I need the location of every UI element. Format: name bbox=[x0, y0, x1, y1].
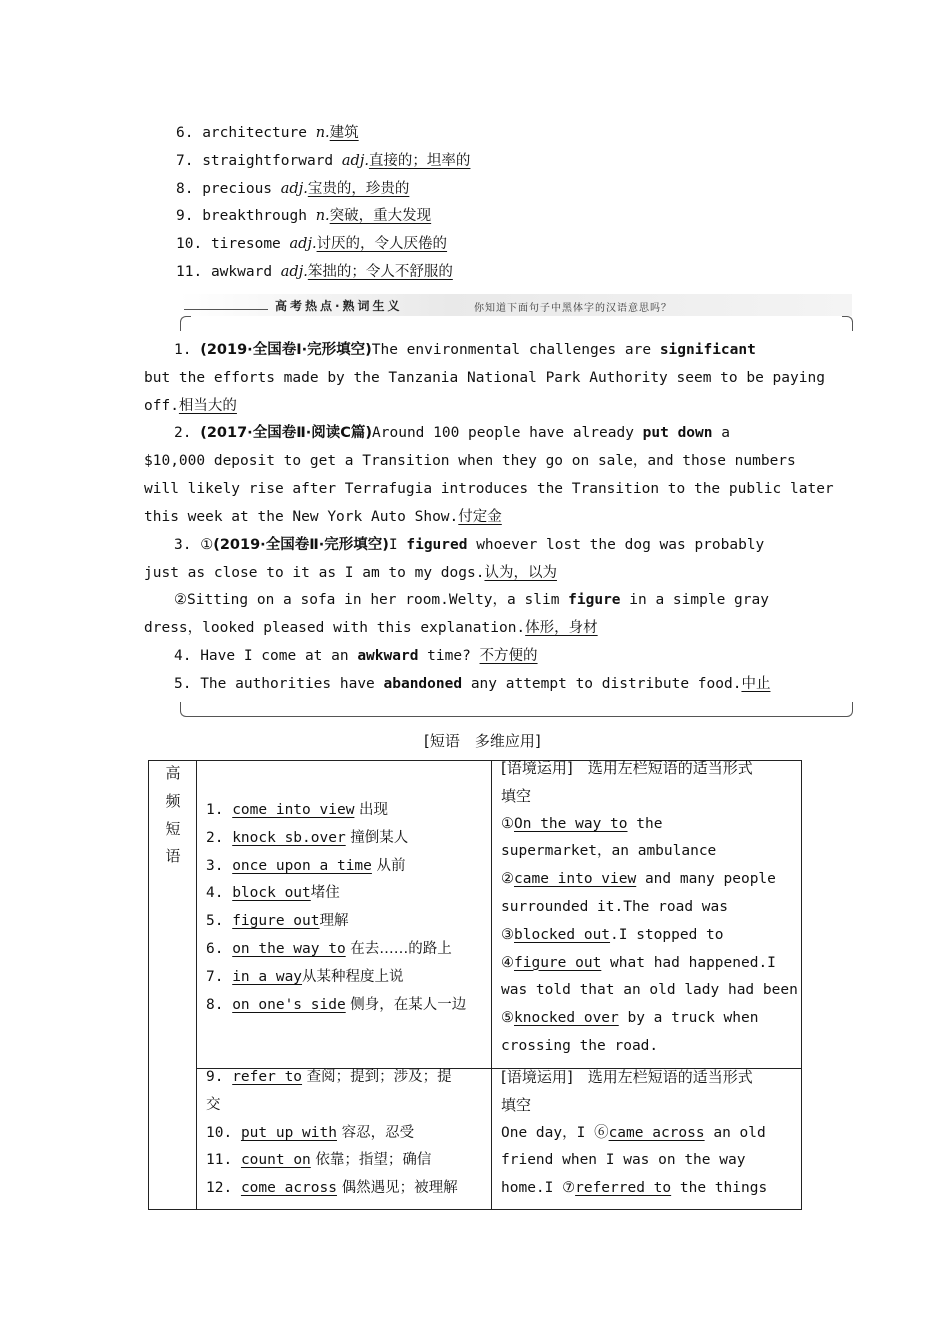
phrase-text: block out bbox=[232, 885, 311, 902]
exercise-line bbox=[501, 866, 776, 894]
vocab-number: 10. bbox=[176, 236, 203, 253]
vocab-meaning: 笨拙的；令人不舒服的 bbox=[307, 264, 453, 280]
exercise-answer: On the way to bbox=[514, 815, 628, 832]
vocab-word: tiresome bbox=[210, 236, 281, 253]
phrase-meaning: 从前 bbox=[371, 857, 406, 874]
exercise-text: ② bbox=[501, 871, 514, 888]
sentence-2-line-3: will likely rise after Terrafugia introduces the Transition to the public later bbox=[144, 481, 834, 497]
phrase-meaning: 查阅；提到；涉及；提 bbox=[302, 1069, 452, 1085]
bold-word: figure bbox=[568, 592, 621, 608]
section-banner bbox=[180, 294, 852, 334]
bracket-top-left bbox=[180, 316, 191, 331]
exercise-line bbox=[501, 838, 716, 866]
vocab-pos: n. bbox=[315, 208, 330, 225]
exercise-text: ③ bbox=[501, 926, 514, 943]
phrase-item bbox=[206, 1064, 452, 1092]
exercise-line bbox=[501, 1120, 766, 1148]
phrase-item bbox=[206, 825, 408, 853]
exercise-text: ⑤ bbox=[501, 1010, 514, 1027]
exercise-text: home.I ⑦ bbox=[501, 1180, 576, 1197]
exercise-answer: knocked over bbox=[514, 1010, 619, 1027]
vocab-number: 9. bbox=[176, 208, 194, 225]
exercise-text: .I stopped to bbox=[610, 926, 724, 943]
vocab-pos: adj. bbox=[280, 180, 308, 197]
exercise-text: One day，I ⑥ bbox=[501, 1124, 609, 1141]
phrase-item bbox=[206, 908, 349, 936]
phrase-number: 6. bbox=[206, 941, 224, 957]
answer: 认为，以为 bbox=[484, 565, 557, 581]
exercise-line bbox=[501, 1147, 745, 1175]
phrase-item bbox=[206, 797, 388, 825]
phrase-meaning: 侧身，在某人一边 bbox=[345, 996, 467, 1013]
side-label-char: 语 bbox=[165, 847, 181, 866]
phrase-number: 4. bbox=[206, 885, 224, 902]
phrase-text: knock sb.over bbox=[232, 829, 346, 846]
vocab-item bbox=[176, 234, 447, 254]
phrase-item bbox=[206, 936, 452, 964]
exercise-text: ① bbox=[501, 815, 514, 832]
vocab-pos: n. bbox=[315, 125, 330, 141]
bracket-bottom-right bbox=[842, 702, 853, 717]
vocab-item bbox=[176, 123, 359, 143]
exercise-text: crossing the road. bbox=[501, 1038, 659, 1054]
exercise-text: supermarket，an ambulance bbox=[501, 843, 717, 860]
phrase-item bbox=[206, 992, 466, 1020]
phrase-number: 1. bbox=[206, 802, 224, 818]
phrase-text: come across bbox=[240, 1180, 337, 1197]
phrase-meaning: 出现 bbox=[354, 802, 389, 818]
table-divider-2 bbox=[491, 760, 492, 1210]
phrase-text: on the way to bbox=[232, 941, 346, 957]
exercise-text: ④ bbox=[501, 954, 514, 971]
vocab-item bbox=[176, 206, 431, 226]
exercise-text: and many people bbox=[636, 871, 776, 888]
sentence-3-line-3: ②Sitting on a sofa in her room.Welty，a slim figure in a simple gray bbox=[174, 592, 769, 608]
vocab-number: 8. bbox=[176, 180, 194, 197]
bracket-bottom-rule bbox=[186, 716, 846, 717]
phrase-number: 10. bbox=[206, 1124, 233, 1141]
vocab-meaning: 建筑 bbox=[329, 125, 359, 141]
phrase-meaning: 在去……的路上 bbox=[345, 941, 452, 957]
bracket-top-right bbox=[842, 316, 853, 331]
exercise-answer: figure out bbox=[514, 954, 602, 971]
sentence-1-line-1: 1. (2019·全国卷Ⅰ·完形填空)The environmental challenges are significant bbox=[174, 342, 756, 358]
exercise-instruction: [语境运用] 选用左栏短语的适当形式 bbox=[501, 759, 753, 777]
vocab-pos: adj. bbox=[341, 152, 369, 169]
exercise-instruction: 填空 bbox=[501, 1095, 532, 1114]
sentence-1-line-2: but the efforts made by the Tanzania National Park Authority seem to be paying bbox=[144, 370, 825, 386]
phrase-meaning: 依靠；指望；确信 bbox=[310, 1152, 432, 1169]
phrase-item bbox=[206, 880, 340, 908]
banner-subtitle: 你知道下面句子中黑体字的汉语意思吗？ bbox=[474, 303, 672, 314]
sentence-4: 4. Have I come at an awkward time? 不方便的 bbox=[174, 648, 538, 664]
phrase-meaning: 理解 bbox=[319, 913, 349, 930]
vocab-number: 11. bbox=[176, 264, 203, 280]
answer: 体形，身材 bbox=[525, 620, 598, 636]
phrase-number: 3. bbox=[206, 857, 224, 874]
bold-word: abandoned bbox=[383, 676, 463, 692]
vocab-pos: adj. bbox=[289, 236, 317, 253]
exercise-text: was told that an old lady had been bbox=[501, 982, 798, 999]
sentence-3-line-2: just as close to it as I am to my dogs.认为，以为 bbox=[144, 565, 557, 581]
answer: 相当大的 bbox=[178, 398, 237, 414]
exercise-line bbox=[501, 1033, 658, 1061]
exercise-text: the bbox=[627, 815, 663, 832]
answer: 不方便的 bbox=[479, 648, 538, 664]
phrase-item bbox=[206, 1147, 431, 1175]
phrase-number: 7. bbox=[206, 968, 224, 985]
phrase-item bbox=[206, 853, 406, 881]
side-label-char: 短 bbox=[165, 819, 181, 838]
phrase-text: put up with bbox=[240, 1124, 337, 1141]
phrase-number: 11. bbox=[206, 1152, 233, 1169]
bold-word: put down bbox=[642, 425, 713, 441]
vocab-number: 7. bbox=[176, 152, 194, 169]
phrase-number: 12. bbox=[206, 1180, 233, 1197]
phrase-text: refer to bbox=[232, 1069, 303, 1085]
phrase-number: 8. bbox=[206, 996, 224, 1013]
phrase-meaning: 偶然遇见；被理解 bbox=[336, 1180, 458, 1197]
exercise-answer: came into view bbox=[514, 871, 637, 888]
vocab-word: awkward bbox=[210, 264, 273, 280]
phrase-number: 9. bbox=[206, 1069, 224, 1085]
bold-word: significant bbox=[659, 342, 756, 358]
phrase-text: figure out bbox=[232, 913, 320, 930]
vocab-pos: adj. bbox=[280, 264, 308, 280]
phrase-number: 2. bbox=[206, 829, 224, 846]
exercise-line bbox=[501, 811, 662, 839]
vocab-word: straightforward bbox=[202, 152, 334, 169]
exercise-line bbox=[501, 922, 724, 950]
bold-word: awkward bbox=[357, 648, 419, 664]
exercise-line bbox=[501, 1175, 767, 1203]
phrase-meaning: 堵住 bbox=[310, 885, 340, 902]
phrase-meaning: 交 bbox=[206, 1096, 221, 1113]
exercise-text: what had happened.I bbox=[601, 954, 776, 971]
sentence-5: 5. The authorities have abandoned any attempt to distribute food.中止 bbox=[174, 676, 771, 692]
exercise-line bbox=[501, 950, 776, 978]
phrase-meaning: 容忍，忍受 bbox=[336, 1124, 415, 1141]
sentence-3-line-1: 3. ①(2019·全国卷Ⅱ·完形填空)I figured whoever lost the dog was probably bbox=[174, 537, 765, 553]
phrase-item bbox=[206, 1175, 458, 1203]
vocab-meaning: 讨厌的，令人厌倦的 bbox=[316, 236, 448, 253]
exercise-instruction: [语境运用] 选用左栏短语的适当形式 bbox=[501, 1068, 753, 1086]
vocab-word: architecture bbox=[202, 125, 307, 141]
phrase-item bbox=[206, 1120, 414, 1148]
exercise-answer: referred to bbox=[575, 1180, 672, 1197]
phrase-text: come into view bbox=[232, 802, 355, 818]
sentence-2-line-1: 2. (2017·全国卷Ⅱ·阅读C篇)Around 100 people have already put down a bbox=[174, 425, 730, 441]
exercise-instruction: 填空 bbox=[501, 786, 532, 805]
answer: 中止 bbox=[741, 676, 771, 692]
vocab-item bbox=[176, 262, 453, 282]
exercise-answer: blocked out bbox=[514, 926, 611, 943]
exercise-line bbox=[501, 977, 798, 1005]
exercise-text: by a truck when bbox=[618, 1010, 759, 1027]
vocab-meaning: 宝贵的，珍贵的 bbox=[307, 180, 410, 197]
vocab-item bbox=[176, 151, 470, 171]
vocab-item bbox=[176, 179, 409, 199]
exercise-answer: came across bbox=[608, 1124, 705, 1141]
sentence-1-line-3: off.相当大的 bbox=[144, 398, 237, 414]
phrase-item bbox=[206, 964, 404, 992]
exercise-line bbox=[501, 1005, 758, 1033]
banner-rule-left bbox=[184, 309, 268, 310]
phrase-item bbox=[206, 1092, 221, 1120]
banner-title: 高考热点·熟词生义 bbox=[275, 299, 403, 313]
exercise-text: the things bbox=[671, 1180, 768, 1197]
vocab-meaning: 突破，重大发现 bbox=[329, 208, 432, 225]
phrase-text: once upon a time bbox=[232, 857, 372, 874]
table-divider-1 bbox=[196, 760, 197, 1210]
phrase-section-heading: [短语 多维应用] bbox=[424, 732, 541, 750]
phrase-meaning: 撞倒某人 bbox=[345, 829, 409, 846]
phrase-meaning: 从某种程度上说 bbox=[302, 968, 404, 985]
exercise-text: friend when I was on the way bbox=[501, 1152, 746, 1169]
vocab-word: breakthrough bbox=[202, 208, 307, 225]
exercise-text: an old bbox=[704, 1124, 766, 1141]
phrase-text: in a way bbox=[232, 968, 303, 985]
vocab-word: precious bbox=[202, 180, 273, 197]
sentence-2-line-2: $10,000 deposit to get a Transition when they go on sale，and those numbers bbox=[144, 453, 796, 469]
bold-word: figured bbox=[406, 537, 468, 553]
phrase-number: 5. bbox=[206, 913, 224, 930]
vocab-meaning: 直接的；坦率的 bbox=[368, 152, 471, 169]
side-label-char: 高 bbox=[165, 764, 181, 782]
exercise-line bbox=[501, 894, 728, 922]
vocab-number: 6. bbox=[176, 125, 194, 141]
phrase-text: on one's side bbox=[232, 996, 346, 1013]
exercise-text: surrounded it.The road was bbox=[501, 899, 728, 915]
sentence-3-line-4: dress，looked pleased with this explanation.体形，身材 bbox=[144, 620, 598, 636]
side-label-char: 频 bbox=[165, 791, 181, 810]
phrase-text: count on bbox=[240, 1152, 311, 1169]
sentence-2-line-4: this week at the New York Auto Show.付定金 bbox=[144, 509, 502, 525]
answer: 付定金 bbox=[458, 509, 502, 525]
side-label bbox=[160, 760, 186, 871]
bracket-bottom-left bbox=[180, 702, 191, 717]
